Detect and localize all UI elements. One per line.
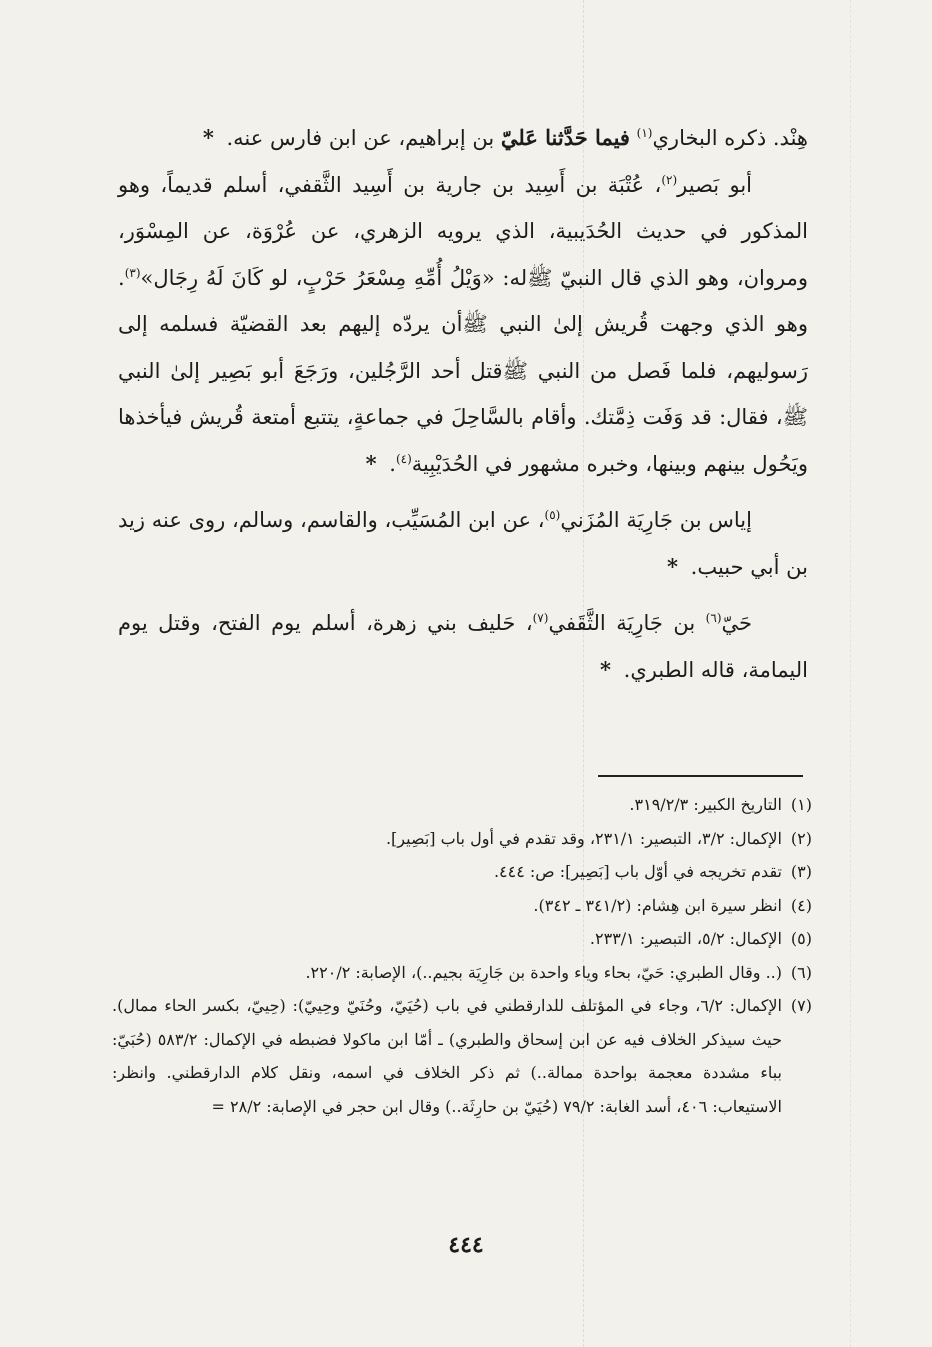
footnote-number: (٦) — [790, 962, 812, 982]
footnote-ref: (١) — [636, 126, 653, 140]
footnote-number: (٤) — [790, 895, 812, 915]
scan-edge-line — [850, 0, 851, 1347]
page-number: ٤٤٤ — [448, 1232, 484, 1258]
footnote-ref: (٥) — [544, 508, 561, 522]
text-run: إياس بن جَارِيَة المُزَني — [560, 508, 752, 532]
entry-end-star: * — [365, 450, 377, 476]
paragraph-hayy — [118, 600, 808, 693]
footnote-ref: (٣) — [124, 265, 141, 280]
footnote — [112, 922, 812, 956]
footnote-text: تقدم تخريجه في أوّل باب [بَصِير]: ص: ٤٤٤. — [493, 862, 782, 881]
text-run: . — [389, 451, 396, 476]
entry-end-star: * — [599, 656, 611, 682]
footnote — [112, 889, 812, 923]
footnote-text: الإكمال: ٣/٢، التبصير: ٢٣١/١، وقد تقدم في أول باب [بَصِير]. — [385, 828, 782, 848]
footnote-number: (٣) — [790, 862, 812, 881]
footnote-text: (.. وقال الطبري: حَيّ، بحاء وياء واحدة بن جَارِيَة بجيم..)، الإصابة: ٢٢٠/٢. — [305, 962, 782, 982]
footnote-separator — [598, 775, 803, 777]
footnote-ref: (٢) — [661, 172, 678, 187]
footnote-text: انظر سيرة ابن هِشام: (٣٤١/٢ ـ ٣٤٢). — [533, 895, 782, 915]
footnote-number: (٥) — [790, 929, 812, 948]
text-run: بن جَارِيَة الثَّقَفي — [548, 611, 706, 635]
text-run: . وهو الذي وجهت قُريش إلىٰ النبي ﷺأن يردّه إليهم بعد القضيّة فسلمه إلى رَسوليهم، فلما فَصل من النبي ﷺقتل أحد الرَّجُلين، ورَجَعَ أبو بَصِير إلىٰ النبي ﷺ، فقال: قد وَفَت ذِمَّتك. وأقام بالسَّاحِلَ في جماعةٍ، يتتبع أمتعة قُريش فيأخذها ويَحُول بينهم وبينها، وخبره مشهور في الحُدَيْبِية — [118, 265, 808, 476]
footnote-number: (١) — [790, 795, 812, 814]
text-run: حَيّ — [721, 611, 752, 635]
footnote — [112, 956, 812, 990]
paragraph-abu-basir — [118, 162, 808, 488]
footnote-number: (٧) — [790, 996, 812, 1015]
footnote-text: الإكمال: ٦/٢، وجاء في المؤتلف للدارقطني في باب (حُيَيّ، وحُنَيّ وحِييّ): (حِييّ، بكسر الحاء ممال). حيث سيذكر الخلاف فيه عن ابن إسحاق والطبري) ـ أمّا ابن ماكولا فضبطه في الإكمال: ٥٨٣/٢ (حُبَيّ: بباء مشددة معجمة بواحدة ممالة..) ثم ذكر الخلاف في اسمه، ونقل كلام الدارقطني. وانظر: الاستيعاب: ٤٠٦، أسد الغابة: ٧٩/٢ (حُيَيّ بن حارِثَة..) وقال ابن حجر في الإصابة: ٢٨/٢ = — [112, 996, 783, 1116]
text-run: أبو بَصير — [677, 172, 752, 197]
footnote — [112, 822, 812, 856]
text-run: ، عن ابن المُسَيِّب، والقاسم، وسالم، روى عنه زيد بن أبي حبيب. — [118, 508, 808, 579]
entry-end-star: * — [667, 553, 678, 579]
main-text — [118, 115, 808, 693]
text-run: ، عُتْبَة بن أَسِيد بن جارية بن أَسِيد الثَّقفي، أسلم قديماً، وهو المذكور في حديث الحُدَيبية، الذي يرويه الزهري، عن عُرْوَة، عن المِسْوَر، ومروان، وهو الذي قال النبيّ ﷺله: «وَيْلُ أُمِّهِ مِسْعَرُ حَرْبٍ، لو كَانَ لَهُ رِجَال» — [118, 172, 808, 290]
footnote-ref: (٧) — [532, 611, 549, 625]
text-run: هِنْد. ذكره البخاري — [652, 126, 808, 150]
text-run-bold: فيما حَدَّثنا عَليّ — [500, 125, 630, 150]
footnote — [112, 989, 812, 1123]
footnote-ref: (٦) — [705, 611, 722, 625]
footnote-ref: (٤) — [395, 451, 412, 466]
paragraph-hind — [118, 115, 808, 162]
footnote — [112, 788, 812, 822]
footnote-text: التاريخ الكبير: ٣١٩/٢/٣. — [629, 795, 782, 814]
footnote-number: (٢) — [790, 828, 812, 848]
paragraph-iyas — [118, 497, 808, 590]
footnote-text: الإكمال: ٥/٢، التبصير: ٢٣٣/١. — [589, 929, 782, 948]
footnote — [112, 855, 812, 889]
footnotes — [112, 788, 812, 1123]
text-run: ، حَليف بني زهرة، أسلم يوم الفتح، وقتل يوم اليمامة، قاله الطبري. — [118, 611, 808, 682]
entry-end-star: * — [202, 125, 214, 150]
text-run: بن إبراهيم، عن ابن فارس عنه. — [226, 126, 495, 150]
